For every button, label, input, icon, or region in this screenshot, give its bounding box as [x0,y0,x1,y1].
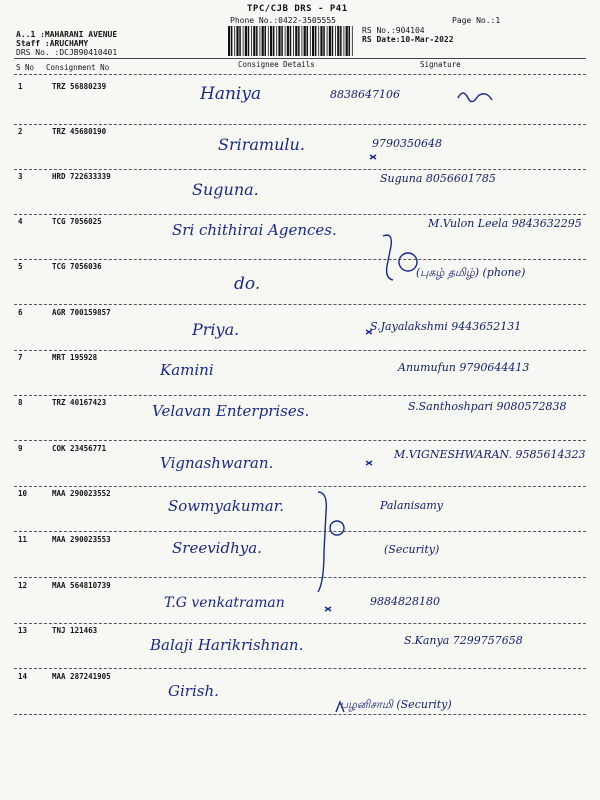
ink-bracket-10-11 [318,492,326,592]
row-signature: M.VIGNESHWARAN. 9585614323 [394,448,586,461]
row-consignee-handwriting: T.G venkatraman [164,595,285,611]
ink-arrow-14 [336,702,344,712]
row-sno: 10 [18,489,28,498]
row-signature: S.Santhoshpari 9080572838 [408,400,567,413]
row-consignment-number: TCG 7056025 [52,217,102,226]
row-consignee-handwriting: Priya. [192,320,240,339]
ink-checkmark-1 [458,93,492,102]
row-signature: 9790350648 [372,137,442,150]
row-consignee-handwriting: Velavan Enterprises. [152,402,310,420]
row-sno: 5 [18,262,23,271]
row-signature: Anumufun 9790644413 [398,361,530,374]
row-consignment-number: MAA 287241905 [52,672,111,681]
row-consignee-handwriting: Balaji Harikrishnan. [150,636,304,654]
rs-date: RS Date:10-Mar-2022 [362,35,454,44]
row-consignee-handwriting: Haniya [200,84,262,104]
row-signature: (புகழ் தமிழ்) (phone) [416,266,526,279]
row-signature: Palanisamy [380,499,443,512]
row-signature: 9884828180 [370,595,440,608]
row-consignment-number: AGR 700159857 [52,308,111,317]
ink-circle-4-5 [399,253,417,271]
row-consignee-handwriting: Sri chithirai Agences. [172,221,337,239]
row-signature: 8838647106 [330,88,400,101]
row-consignee-handwriting: do. [234,274,261,294]
row-consignment-number: TRZ 56880239 [52,82,107,91]
col-signature: Signature [420,60,461,69]
row-consignee-handwriting: Sriramulu. [218,135,305,154]
row-signature: பழனிசாமி (Security) [340,698,452,711]
row-sno: 14 [18,672,28,681]
row-signature: (Security) [384,543,440,556]
row-signature: M.Vulon Leela 9843632295 [428,217,582,230]
ink-cross-9 [366,461,372,465]
row-signature: S.Jayalakshmi 9443652131 [370,320,522,333]
staff-label: Staff :ARUCHAMY [16,39,89,48]
row-consignee-handwriting: Kamini [160,361,214,379]
row-consignment-number: COK 23456771 [52,444,107,453]
row-consignment-number: TNJ 121463 [52,626,98,635]
row-consignment-number: TRZ 40167423 [52,398,107,407]
row-consignee-handwriting: Sowmyakumar. [168,497,284,515]
row-consignee-handwriting: Suguna. [192,180,259,199]
row-consignee-handwriting: Girish. [168,682,219,700]
row-consignment-number: MAA 290023553 [52,535,111,544]
col-consignment: Consignment No [46,63,110,72]
row-sno: 8 [18,398,23,407]
row-consignee-handwriting: Vignashwaran. [160,454,274,472]
col-consignee: Consignee Details [238,60,315,69]
row-consignment-number: MRT 195928 [52,353,98,362]
ink-cross-2 [370,155,376,159]
col-sno: S No [16,63,35,72]
page-number: Page No.:1 [452,16,501,25]
row-sno: 7 [18,353,23,362]
row-consignment-number: TRZ 45680190 [52,127,107,136]
ink-cross-6 [366,330,372,334]
row-consignment-number: MAA 564810739 [52,581,111,590]
row-consignee-handwriting: Sreevidhya. [172,539,262,557]
row-sno: 13 [18,626,28,635]
ink-circle-10-11 [330,521,344,535]
rs-number: RS No.:904104 [362,26,425,35]
row-sno: 12 [18,581,28,590]
row-signature: Suguna 8056601785 [380,172,496,185]
row-sno: 6 [18,308,23,317]
ink-bracket-4-5 [383,235,393,280]
drs-number: DRS No. :DCJB90410401 [16,48,118,57]
row-sno: 11 [18,535,28,544]
ink-cross-12 [325,607,331,611]
row-sno: 1 [18,82,23,91]
row-sno: 4 [18,217,23,226]
row-sno: 9 [18,444,23,453]
row-sno: 2 [18,127,23,136]
phone-number: Phone No.:0422-3505555 [230,16,336,25]
area-label: A..1 :MAHARANI AVENUE [16,30,118,39]
row-signature: S.Kanya 7299757658 [404,634,523,647]
row-sno: 3 [18,172,23,181]
row-consignment-number: MAA 290023552 [52,489,111,498]
document-title: TPC/CJB DRS - P41 [247,4,348,14]
row-consignment-number: HRD 722633339 [52,172,111,181]
row-consignment-number: TCG 7056036 [52,262,102,271]
